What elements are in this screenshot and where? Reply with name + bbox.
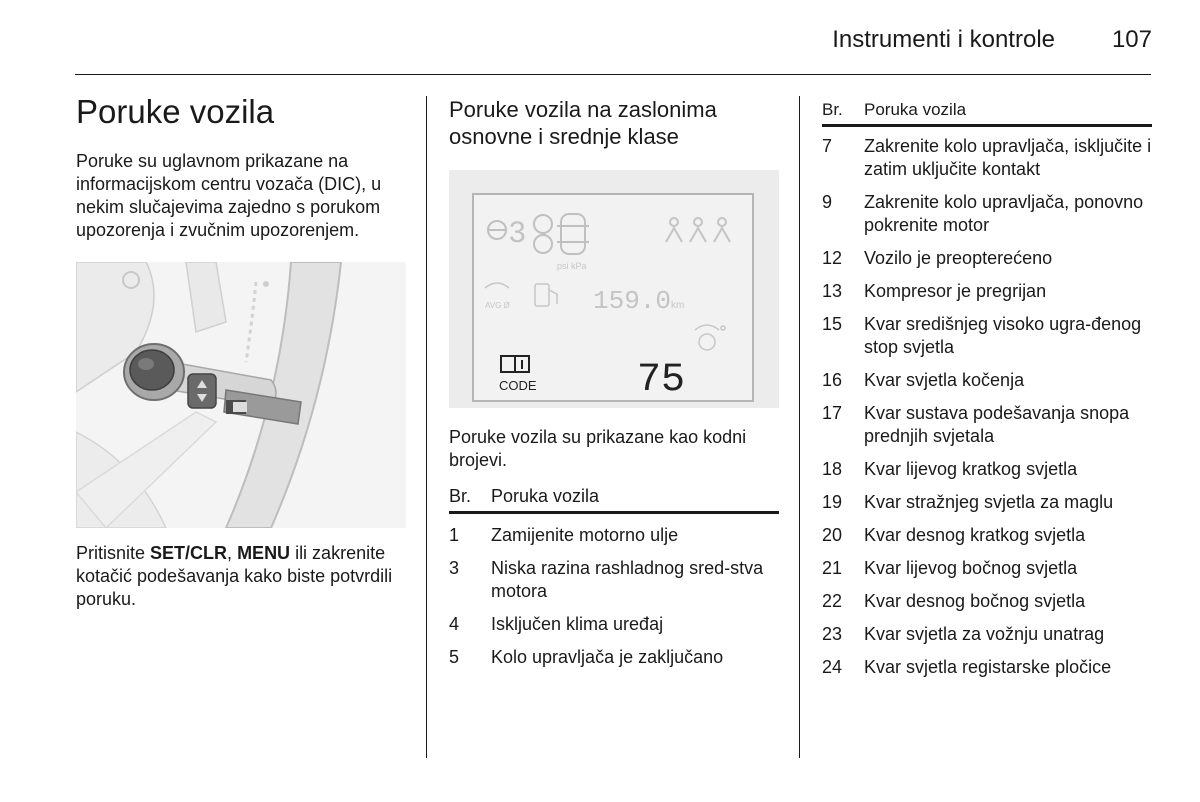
table-row: 1 Zamijenite motorno ulje	[449, 525, 679, 545]
table-row: 5 Kolo upravljača je zaključano	[449, 647, 724, 667]
table-row: 17 Kvar sustava podešavanja snopa prednjih svjetala	[822, 403, 1130, 446]
table-row: 20 Kvar desnog kratkog svjetla	[822, 525, 1086, 545]
column-divider-2	[799, 96, 800, 758]
gear-readout: 3	[509, 216, 526, 249]
message-table-2	[822, 100, 1152, 679]
intro-paragraph: Poruke su uglavnom prikazane na informacijskom centru vozača (DIC), u nekim slučajevima zajedno s porukom upozorenja i zvučnim upozorenjem.	[76, 151, 382, 240]
column-3	[822, 100, 1152, 679]
code-paragraph: Poruke vozila su prikazane kao kodni brojevi.	[449, 427, 747, 470]
table-row: 18 Kvar lijevog kratkog svjetla	[822, 459, 1078, 479]
menu-button-label: MENU	[237, 543, 291, 563]
avg-label: AVG Ø	[485, 301, 510, 310]
table-row: 12 Vozilo je preopterećeno	[822, 248, 1053, 268]
message-table-1	[449, 486, 779, 669]
distance-readout: 159.0	[593, 286, 672, 316]
running-header-title: Instrumenti i kontrole	[832, 26, 1055, 53]
header-message: Poruka vozila	[491, 486, 600, 506]
table-row: 16 Kvar svjetla kočenja	[822, 370, 1025, 390]
dic-display-illustration	[449, 170, 779, 408]
code-label: CODE	[499, 378, 537, 393]
column-1	[76, 92, 406, 611]
header-message: Poruka vozila	[864, 100, 967, 119]
table-row: 21 Kvar lijevog bočnog svjetla	[822, 558, 1078, 578]
header-number: Br.	[449, 486, 472, 506]
column-divider-1	[426, 96, 427, 758]
set-clr-button-label: SET/CLR	[150, 543, 228, 563]
section-title: Poruke vozila	[76, 93, 275, 130]
table-row: 13 Kompresor je pregrijan	[822, 281, 1047, 301]
distance-unit: km	[671, 300, 685, 311]
table-row: 9 Zakrenite kolo upravljača, ponovno pokrenite motor	[822, 192, 1144, 235]
column-2	[449, 96, 779, 669]
lever-caption: Pritisnite SET/CLR, MENU ili zakrenite kotačić podešavanja kako biste potvrdili poruku.	[76, 543, 393, 609]
header-rule	[75, 74, 1151, 75]
pressure-unit-label: psi kPa	[557, 261, 587, 271]
table-row: 3 Niska razina rashladnog sred-stva motora	[449, 558, 764, 601]
subsection-title: Poruke vozila na zaslonima osnovne i srednje klase	[449, 97, 717, 149]
table-row: 24 Kvar svjetla registarske pločice	[822, 657, 1112, 677]
table-row: 15 Kvar središnjeg visoko ugra-đenog stop svjetla	[822, 314, 1142, 357]
table-row: 7 Zakrenite kolo upravljača, isključite i zatim uključite kontakt	[822, 136, 1152, 179]
code-value: 75	[637, 358, 686, 403]
table-row: 19 Kvar stražnjeg svjetla za maglu	[822, 492, 1114, 512]
page-number: 107	[1111, 26, 1152, 53]
table-row: 4 Isključen klima uređaj	[449, 614, 664, 634]
table-row: 22 Kvar desnog bočnog svjetla	[822, 591, 1086, 611]
table-header	[449, 486, 779, 514]
table-row: 23 Kvar svjetla za vožnju unatrag	[822, 624, 1105, 644]
table-header	[822, 100, 1152, 127]
header-number: Br.	[822, 100, 843, 119]
steering-lever-illustration	[76, 262, 406, 528]
